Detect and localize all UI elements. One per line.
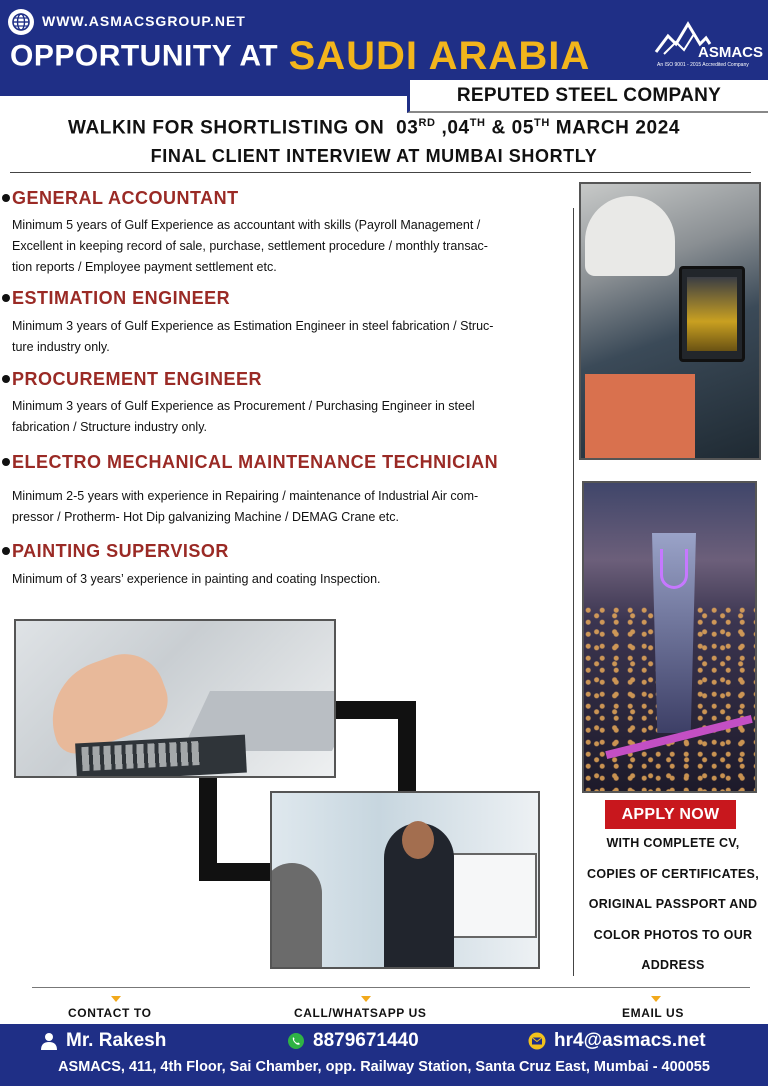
apply-instruction: ORIGINAL PASSPORT AND bbox=[588, 897, 758, 911]
job-description-line: Minimum of 3 years’ experience in painting and coating Inspection. bbox=[12, 572, 381, 586]
job-description-line: Minimum 3 years of Gulf Experience as Estimation Engineer in steel fabrication / Struc- bbox=[12, 319, 494, 333]
job-title: PROCUREMENT ENGINEER bbox=[12, 369, 263, 389]
apply-now-button[interactable]: APPLY NOW bbox=[605, 800, 736, 829]
apply-instruction: COLOR PHOTOS TO OUR bbox=[593, 928, 753, 942]
job-description-line: ture industry only. bbox=[12, 340, 110, 354]
phone-number[interactable]: 8879671440 bbox=[313, 1030, 419, 1051]
job-description-line: Excellent in keeping record of sale, purchase, settlement procedure / monthly transac- bbox=[12, 239, 488, 253]
arrow-down-icon bbox=[111, 996, 121, 1002]
contact-email[interactable] bbox=[528, 1030, 706, 1052]
job-title: GENERAL ACCOUNTANT bbox=[12, 188, 239, 208]
job-description bbox=[12, 215, 568, 278]
walkin-amp: & bbox=[491, 117, 506, 139]
walkin-day3-suffix: TH bbox=[534, 117, 550, 129]
whatsapp-icon bbox=[287, 1032, 305, 1050]
screen-shape bbox=[452, 853, 537, 938]
presentation-photo bbox=[270, 791, 540, 969]
riyadh-skyline-photo bbox=[582, 481, 757, 793]
job-title: PAINTING SUPERVISOR bbox=[12, 541, 229, 561]
job-description-line: Minimum 3 years of Gulf Experience as Procurement / Purchasing Engineer in steel bbox=[12, 399, 475, 413]
footer-bar bbox=[0, 1024, 768, 1086]
interview-note: FINAL CLIENT INTERVIEW AT MUMBAI SHORTLY bbox=[150, 146, 598, 166]
apply-instruction: WITH COMPLETE CV, bbox=[606, 836, 740, 850]
calculator-shape bbox=[75, 735, 247, 778]
job-description bbox=[12, 569, 568, 590]
website-link[interactable]: WWW.ASMACSGROUP.NET bbox=[42, 13, 246, 29]
column-divider bbox=[573, 208, 574, 976]
accountant-photo bbox=[14, 619, 336, 778]
bullet-icon bbox=[2, 294, 10, 302]
email-icon bbox=[528, 1032, 546, 1050]
walkin-day2: ,04 bbox=[441, 117, 470, 139]
arrow-down-icon bbox=[361, 996, 371, 1002]
apply-instruction: COPIES OF CERTIFICATES, bbox=[587, 867, 759, 881]
logo-tagline: An ISO 9001 - 2015 Accredited Company bbox=[657, 62, 749, 68]
presenter-head-shape bbox=[402, 821, 434, 859]
walkin-day1-suffix: RD bbox=[418, 117, 436, 129]
attendee-shape bbox=[270, 863, 322, 969]
contact-phone[interactable] bbox=[287, 1030, 419, 1052]
safety-vest-shape bbox=[585, 374, 695, 460]
headline-prefix: OPPORTUNITY AT bbox=[10, 39, 279, 73]
globe-icon bbox=[8, 9, 34, 35]
person-icon bbox=[40, 1032, 58, 1050]
walkin-month: MARCH 2024 bbox=[555, 117, 681, 139]
job-description-line: tion reports / Employee payment settlement etc. bbox=[12, 260, 277, 274]
company-ribbon bbox=[407, 80, 768, 113]
tablet-shape bbox=[679, 266, 745, 362]
contact-label: CONTACT TO bbox=[68, 1006, 152, 1020]
engineer-photo bbox=[579, 182, 761, 460]
helmet-shape bbox=[585, 196, 675, 276]
walkin-day1: 03 bbox=[396, 117, 419, 139]
walkin-day2-suffix: TH bbox=[469, 117, 486, 129]
email-label: EMAIL US bbox=[622, 1006, 684, 1020]
job-description-line: pressor / Protherm- Hot Dip galvanizing Machine / DEMAG Crane etc. bbox=[12, 510, 399, 524]
bullet-icon bbox=[2, 458, 10, 466]
divider bbox=[10, 172, 751, 173]
job-description-line: Minimum 5 years of Gulf Experience as accountant with skills (Payroll Management / bbox=[12, 218, 481, 232]
email-address[interactable]: hr4@asmacs.net bbox=[554, 1030, 706, 1051]
walkin-day3: 05 bbox=[511, 117, 535, 139]
contact-name: Mr. Rakesh bbox=[66, 1030, 167, 1051]
bullet-icon bbox=[2, 194, 10, 202]
page-headline bbox=[10, 34, 590, 79]
contact-person bbox=[40, 1030, 166, 1052]
call-label: CALL/WHATSAPP US bbox=[294, 1006, 427, 1020]
job-title: ELECTRO MECHANICAL MAINTENANCE TECHNICIAN bbox=[12, 452, 499, 472]
job-description-line: Minimum 2-5 years with experience in Repairing / maintenance of Industrial Air com- bbox=[12, 489, 479, 503]
apply-instruction: ADDRESS bbox=[641, 958, 705, 972]
office-address: ASMACS, 411, 4th Floor, Sai Chamber, opp. Railway Station, Santa Cruz East, Mumbai - 400055 bbox=[58, 1059, 710, 1075]
job-description bbox=[12, 486, 568, 528]
logo-name: ASMACS bbox=[698, 44, 764, 61]
headline-country: SAUDI ARABIA bbox=[288, 34, 591, 78]
walkin-dates bbox=[0, 117, 748, 139]
job-title: ESTIMATION ENGINEER bbox=[12, 288, 231, 308]
job-description bbox=[12, 316, 568, 358]
job-description bbox=[12, 396, 568, 438]
walkin-prefix: WALKIN FOR SHORTLISTING ON bbox=[67, 117, 385, 139]
arrow-down-icon bbox=[651, 996, 661, 1002]
bullet-icon bbox=[2, 375, 10, 383]
company-ribbon-label: REPUTED STEEL COMPANY bbox=[456, 84, 722, 106]
job-description-line: fabrication / Structure industry only. bbox=[12, 420, 207, 434]
tower-arch bbox=[660, 549, 688, 589]
divider bbox=[32, 987, 750, 988]
bullet-icon bbox=[2, 547, 10, 555]
